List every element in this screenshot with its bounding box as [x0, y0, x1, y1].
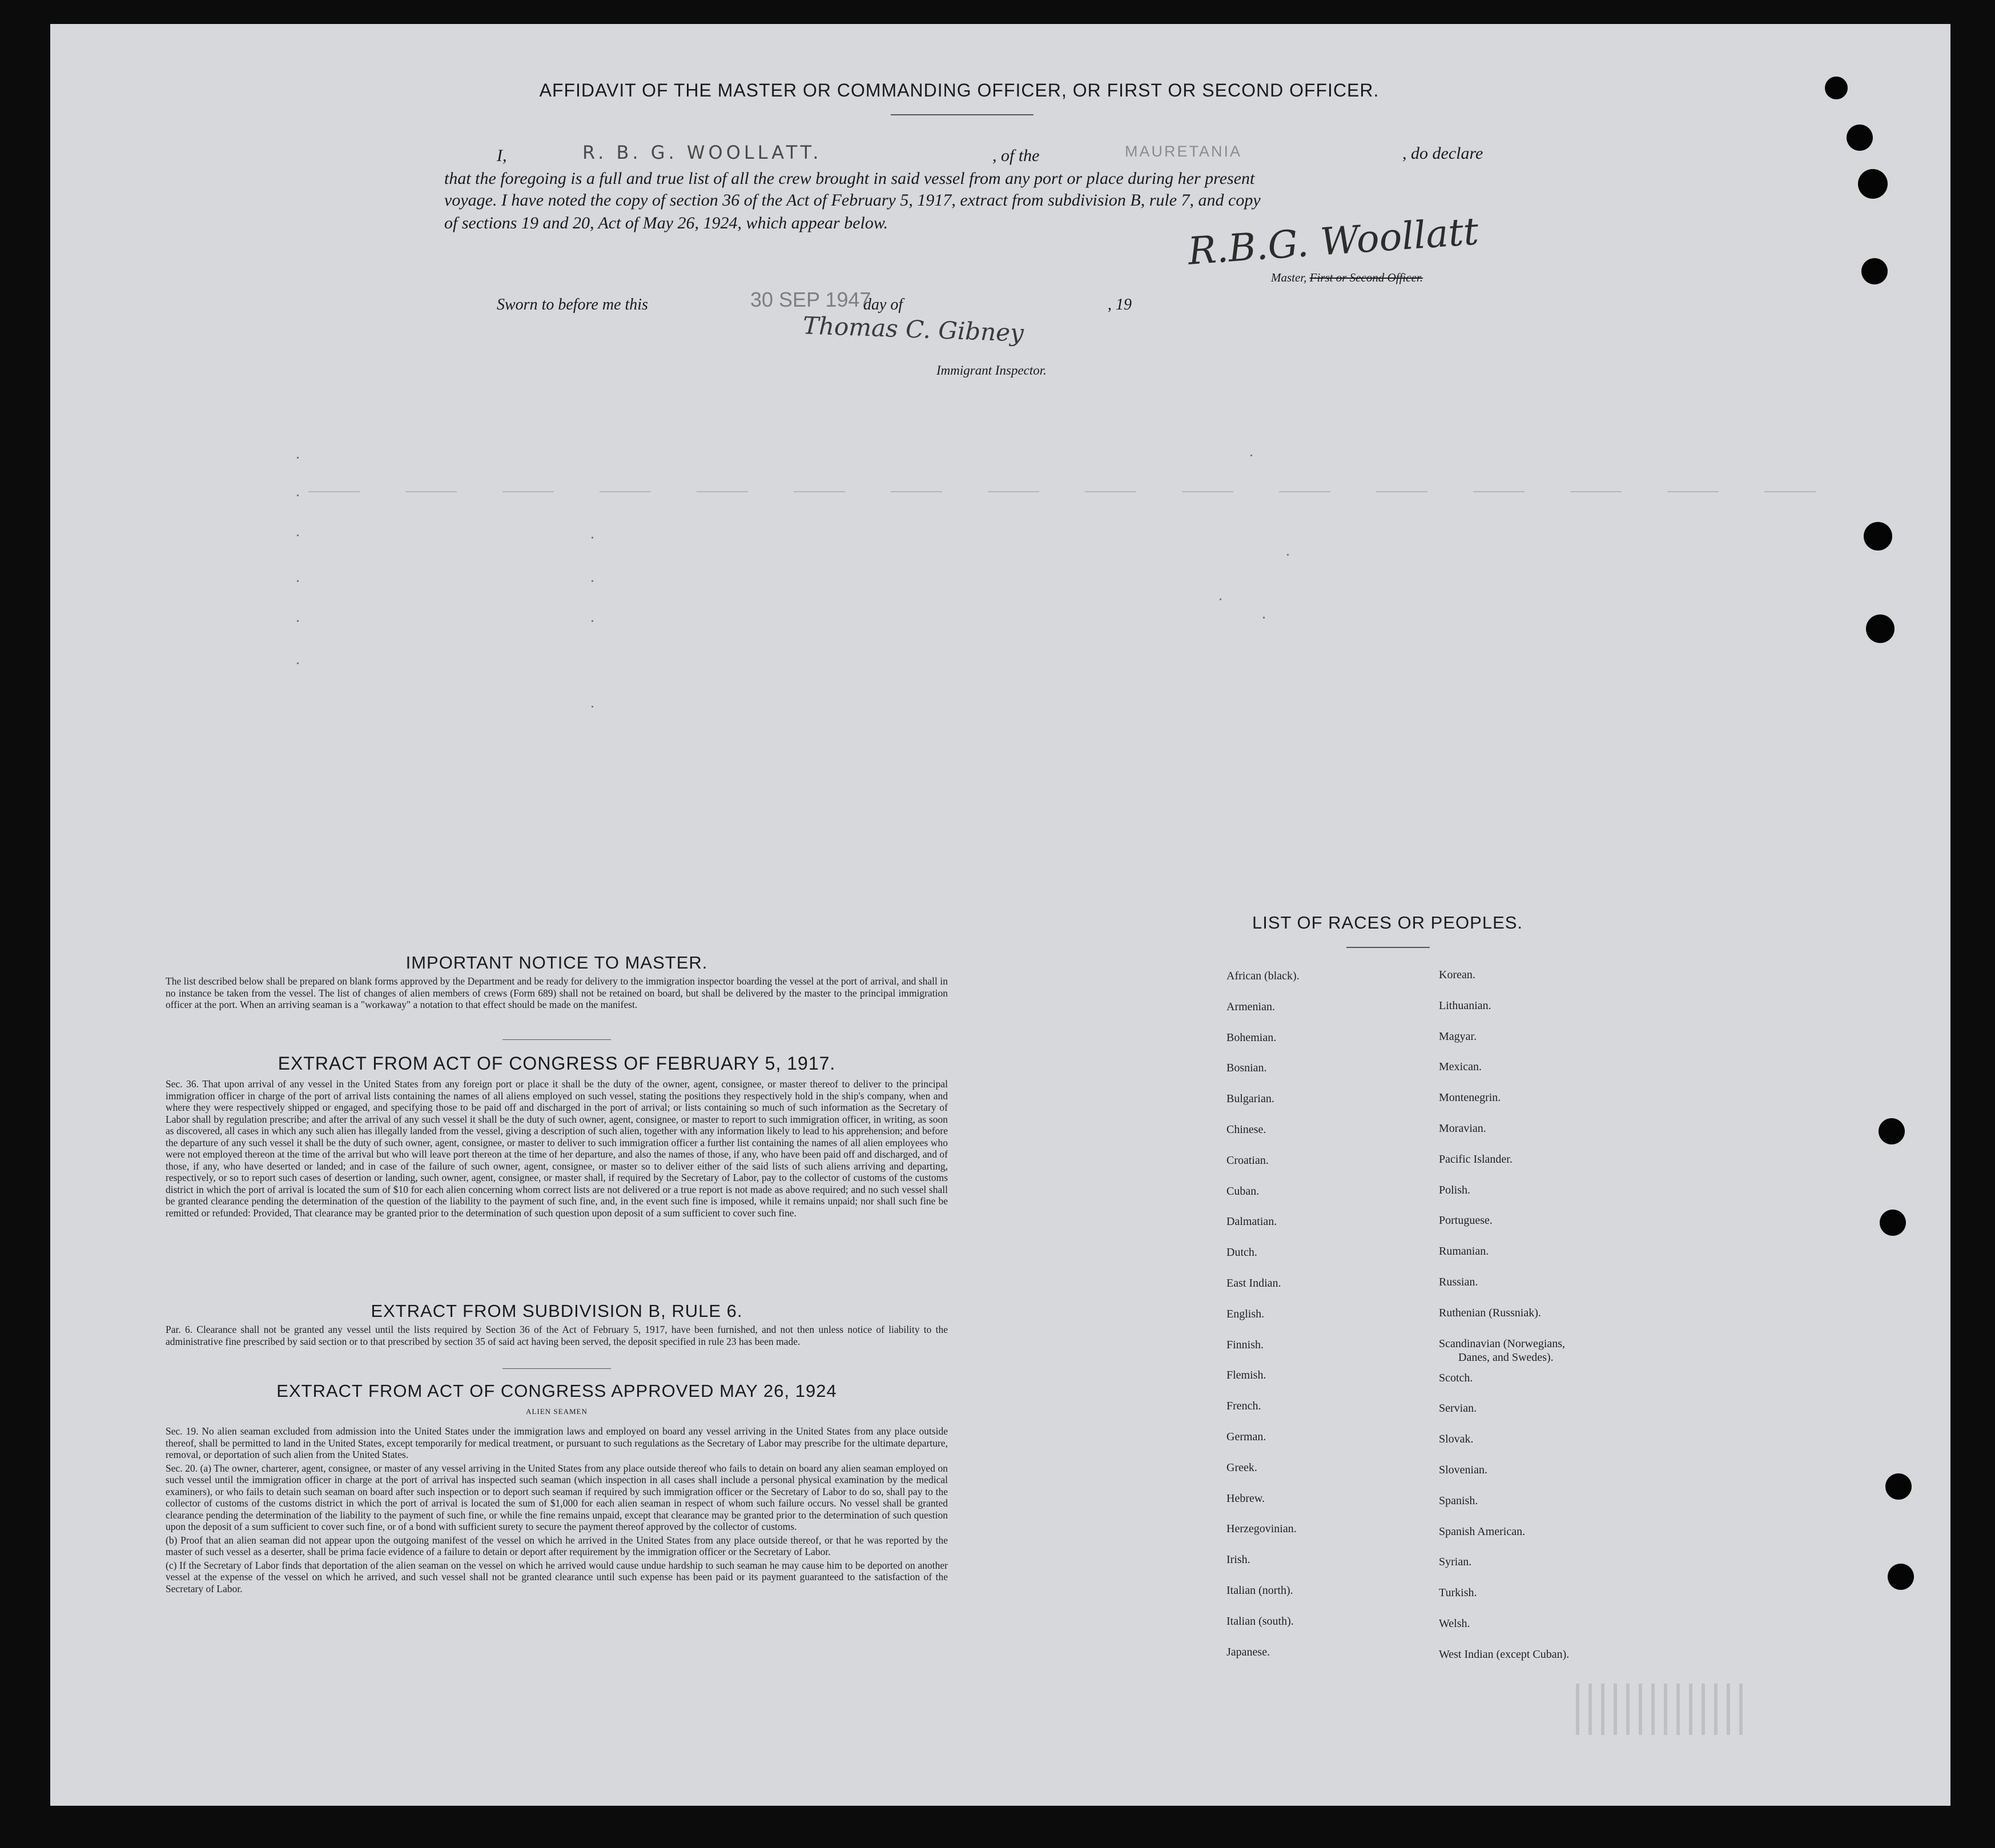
race-item: Servian.	[1439, 1402, 1477, 1415]
extract-1917-text: Sec. 36. That upon arrival of any vessel in the United States from any foreign port or place it shall be the duty of the owner, agent, consignee, or master thereof to deliver to the principal immigration officer in charge of the port of arrival lists containing the names of all aliens employed on such vessel, stating the positions they respectively hold in the ship's company, when and where they were respectively shipped or engaged, and specifying those to be paid off and discharged in the port of arrival; or lists containing so much of such information as the Secretary of Labor shall by regulation prescribe; and after the arrival of any such vessel it shall be the duty of such owner, agent, consignee, or master to report to such immigration officer, in writing, as soon as discovered, all cases in which any such alien has illegally landed from the vessel, giving a description of such alien, together with any information likely to lead to his apprehension; and before the departure of any such vessel it shall be the duty of such owner, agent, consignee, or master to deliver to such immigration officer a further list containing the names of all alien employees who were not employed thereon at the time of the arrival but who will leave port thereon at the time of her departure, and also the names of those, if any, who have been paid off and discharged, and of those, if any, who have deserted or landed; and in case of the failure of such owner, agent, consignee, or master so to deliver either of the said lists of such aliens arriving and departing, respectively, or so to report such cases of desertion or landing, such owner, agent, consignee, or master shall, if required by the Secretary of Labor, pay to the collector of customs of the customs district in which the port of arrival is located the sum of $10 for each alien concerning whom correct lists are not delivered or a true report is not made as above required; and no such vessel shall be granted clearance pending the determination of the question of the liability to the payment of such fine, and, in the event such fine is imposed, while it remains unpaid; nor shall such fine be remitted or refunded: Provided, That clearance may be granted prior to the determination of such question upon deposit of a sum sufficient to cover such fine.	[166, 1078, 948, 1219]
race-item: Lithuanian.	[1439, 999, 1491, 1012]
race-item: Moravian.	[1439, 1122, 1486, 1135]
sec-20b-text: (b) Proof that an alien seaman did not appear upon the outgoing manifest of the vessel on which he arrived in the United States from any place outside thereof, or that he was reported by the master of such vessel as a deserter, shall be prima facie evidence of a failure to detain or deport after requirement by the immigration officer or the Secretary of Labor.	[166, 1534, 948, 1557]
extract-1924-text	[166, 1425, 948, 1596]
inspector-title: Immigrant Inspector.	[936, 363, 1047, 377]
race-item: Danes, and Swedes).	[1458, 1351, 1554, 1364]
master-label: Master,	[1271, 271, 1307, 284]
race-item: Mexican.	[1439, 1060, 1482, 1074]
extract-1924-title: EXTRACT FROM ACT OF CONGRESS APPROVED MAY 26, 1924	[276, 1381, 837, 1401]
punch-hole	[1847, 124, 1873, 151]
signature-title	[1271, 271, 1423, 285]
extract-1924-subtitle: ALIEN SEAMEN	[526, 1407, 588, 1416]
race-item: Bohemian.	[1226, 1031, 1277, 1044]
title-rule	[891, 114, 1033, 115]
affidavit-body-line-3: of sections 19 and 20, Act of May 26, 1924, which appear below.	[444, 214, 888, 232]
punch-hole	[1880, 1210, 1906, 1236]
race-item: Greek.	[1226, 1461, 1257, 1474]
race-item: German.	[1226, 1431, 1266, 1443]
race-item: Italian (north).	[1226, 1584, 1293, 1597]
race-item: Armenian.	[1226, 1000, 1275, 1013]
race-item: Finnish.	[1226, 1338, 1264, 1351]
race-item: Japanese.	[1226, 1645, 1270, 1658]
of-the-label: , of the	[992, 146, 1040, 165]
scan-mark	[1263, 617, 1265, 618]
race-item: Korean.	[1439, 969, 1475, 981]
race-item: Spanish.	[1439, 1494, 1478, 1507]
scan-mark	[592, 620, 593, 622]
race-item: Dalmatian.	[1226, 1215, 1277, 1228]
race-item: Scotch.	[1439, 1371, 1473, 1384]
affidavit-title: AFFIDAVIT OF THE MASTER OR COMMANDING OFFICER, OR FIRST OR SECOND OFFICER.	[539, 80, 1379, 101]
race-item: Montenegrin.	[1439, 1091, 1501, 1104]
extract-rule6-title: EXTRACT FROM SUBDIVISION B, RULE 6.	[371, 1301, 743, 1321]
section-rule	[502, 1039, 611, 1040]
scan-mark	[297, 662, 299, 664]
race-item: Scandinavian (Norwegians,	[1439, 1337, 1566, 1350]
punch-hole	[1885, 1473, 1912, 1500]
race-item: Dutch.	[1226, 1246, 1257, 1259]
scan-mark	[1250, 455, 1252, 456]
scan-mark	[297, 457, 299, 459]
struck-officer-label: First or Second Officer.	[1309, 271, 1423, 284]
race-item: French.	[1226, 1400, 1261, 1413]
year-label: , 19	[1108, 296, 1132, 314]
affidavit-body-line-1: that the foregoing is a full and true list of all the crew brought in said vessel from any port or place during her present	[444, 169, 1255, 188]
race-item: Polish.	[1439, 1183, 1471, 1196]
punch-hole	[1858, 169, 1888, 199]
punch-hole	[1879, 1118, 1905, 1144]
race-item: Slovak.	[1439, 1433, 1474, 1446]
sworn-label: Sworn to before me this	[497, 296, 648, 314]
race-item: Ruthenian (Russniak).	[1439, 1306, 1541, 1319]
punch-hole	[1864, 522, 1892, 551]
race-item: Portuguese.	[1439, 1214, 1493, 1227]
scan-mark	[297, 535, 299, 536]
sec-20a-text: Sec. 20. (a) The owner, charterer, agent, consignee, or master of any vessel arriving in the United States from any place outside thereof who fails to detain on board any alien seaman employed on such vessel until the immigration officer in charge at the port of arrival has inspected such seaman (which inspection in all cases shall include a personal physical examination by the medical examiners), or who fails to detain such seaman on board after such inspection or to deport such seaman if required by such immigration officer or the Secretary of Labor to do so, shall pay to the collector of customs of the customs district in which the port of arrival is located the sum of $1,000 for each alien seaman in respect of whom such failure occurs. No vessel shall be granted clearance pending the determination of the liability to the payment of such fine, or while the fine remains unpaid, except that clearance may be granted prior to the determination of such question upon the deposit of a sum sufficient to cover such fine, or of a bond with sufficient surety to secure the payment thereof approved by the collector of customs.	[166, 1462, 948, 1532]
faint-rule	[308, 491, 1816, 492]
stamp-remnant	[1576, 1684, 1747, 1735]
scan-mark	[592, 706, 593, 708]
scan-mark	[592, 580, 593, 582]
race-item: West Indian (except Cuban).	[1439, 1648, 1570, 1661]
race-item: Cuban.	[1226, 1184, 1260, 1198]
race-item: Bosnian.	[1226, 1062, 1267, 1075]
race-item: Slovenian.	[1439, 1464, 1487, 1476]
race-item: Turkish.	[1439, 1586, 1477, 1600]
race-item: Bulgarian.	[1226, 1092, 1274, 1106]
notice-title: IMPORTANT NOTICE TO MASTER.	[405, 953, 708, 973]
sec-20c-text: (c) If the Secretary of Labor finds that deportation of the alien seaman on the vessel on which he arrived would cause undue hardship to such seaman he may cause him to be deported on another vessel at the expense of the vessel on which he arrived, and such vessel shall not be granted clearance until such expense has been paid or its payment guaranteed to the satisfaction of the Secretary of Labor.	[166, 1559, 948, 1594]
affidavit-prefix: I,	[497, 146, 507, 165]
sec-19-text: Sec. 19. No alien seaman excluded from admission into the United States under the immigration laws and employed on board any vessel arriving in the United States from any place outside thereof, shall be permitted to land in the United States, except temporarily for medical treatment, or pursuant to such regulations as the Secretary of Labor may prescribe for the ultimate departure, removal, or deportation of such alien from the United States.	[166, 1425, 948, 1460]
race-item: Pacific Islander.	[1439, 1152, 1513, 1166]
race-item: Croatian.	[1226, 1154, 1269, 1167]
punch-hole	[1866, 614, 1895, 643]
race-item: Russian.	[1439, 1276, 1478, 1288]
race-item: Flemish.	[1226, 1369, 1266, 1382]
race-item: Welsh.	[1439, 1617, 1470, 1630]
punch-hole	[1861, 258, 1888, 284]
scan-mark	[297, 620, 299, 622]
races-title: LIST OF RACES OR PEOPLES.	[1252, 913, 1523, 933]
scan-mark	[1220, 598, 1221, 600]
officer-name: R. B. G. WOOLLATT.	[582, 142, 822, 163]
affidavit-body-line-2: voyage. I have noted the copy of section 36 of the Act of February 5, 1917, extract from subdivision B, rule 7, and copy	[444, 191, 1261, 210]
extract-1917-title: EXTRACT FROM ACT OF CONGRESS OF FEBRUARY 5, 1917.	[277, 1053, 836, 1074]
race-item: Irish.	[1226, 1553, 1250, 1566]
day-of-label: day of	[863, 296, 903, 314]
inspector-signature: Thomas C. Gibney	[802, 311, 1024, 347]
date-stamp: 30 SEP 1947	[750, 288, 871, 311]
race-item: Magyar.	[1439, 1030, 1477, 1043]
scan-mark	[297, 580, 299, 582]
do-declare-label: , do declare	[1402, 144, 1483, 163]
notice-text: The list described below shall be prepared on blank forms approved by the Department and be ready for delivery to the immigration inspector boarding the vessel at the port of arrival, and shall in no instance be taken from the vessel. The list of changes of alien members of crews (Form 689) shall not be retained on board, but shall be delivered by the master to the principal immigration officer at the port. When an arriving seaman is a "workaway" a notation to that effect should be made on the manifest.	[166, 975, 948, 1010]
races-title-rule	[1346, 947, 1430, 948]
race-item: Chinese.	[1226, 1123, 1266, 1136]
vessel-name: MAURETANIA	[1125, 143, 1242, 160]
punch-hole	[1825, 77, 1848, 99]
race-item: Herzegovinian.	[1226, 1522, 1297, 1536]
race-item: Rumanian.	[1439, 1245, 1489, 1258]
extract-rule6-text: Par. 6. Clearance shall not be granted any vessel until the lists required by Section 36 of the Act of February 5, 1917, have been furnished, and not then unless notice of liability to the administrative fine prescribed by said section or to that prescribed by section 35 of said act having been served, the deposit specified in rule 23 has been made.	[166, 1324, 948, 1347]
race-item: African (black).	[1226, 970, 1300, 982]
race-item: Syrian.	[1439, 1556, 1472, 1569]
master-signature: R.B.G. Woollatt	[1186, 209, 1480, 274]
section-rule	[502, 1368, 611, 1369]
race-item: Hebrew.	[1226, 1492, 1265, 1505]
scan-mark	[1287, 554, 1289, 556]
race-item: Spanish American.	[1439, 1525, 1526, 1538]
race-item: East Indian.	[1226, 1277, 1281, 1289]
race-item: Italian (south).	[1226, 1614, 1294, 1628]
race-item: English.	[1226, 1307, 1265, 1320]
scan-mark	[297, 495, 299, 496]
punch-hole	[1888, 1564, 1914, 1590]
scan-mark	[592, 537, 593, 539]
